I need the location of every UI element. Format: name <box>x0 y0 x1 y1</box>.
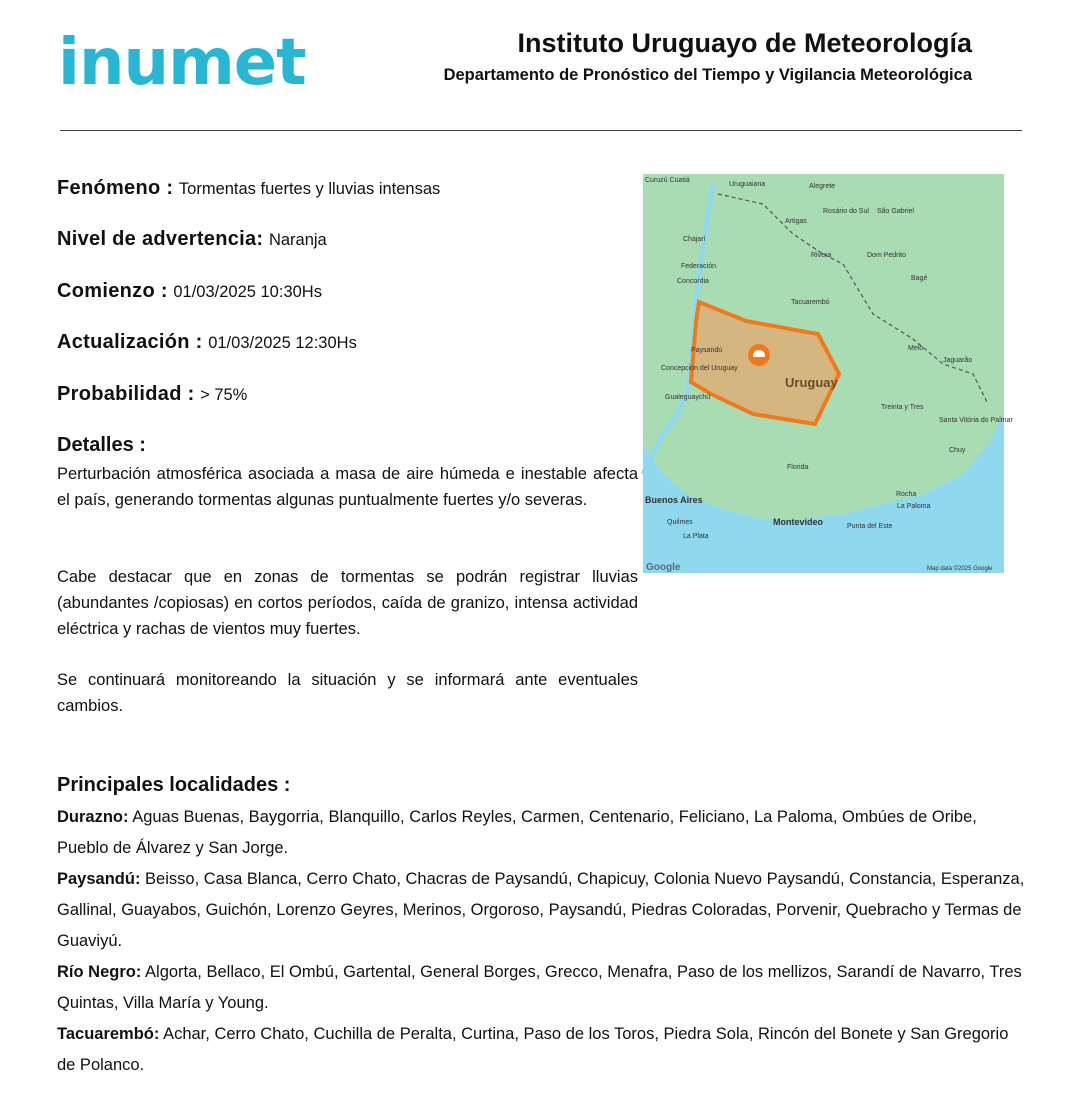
map-label-dom-pedrito: Dom Pedrito <box>867 252 906 259</box>
map-label-quilmes: Quilmes <box>667 519 693 526</box>
details-paragraph-1: Perturbación atmosférica asociada a masa de aire húmeda e inestable afecta el país, generando tormentas algunas puntualmente fuertes y/o severas. <box>57 465 638 509</box>
map-attribution: Map data ©2025 Google <box>927 566 993 572</box>
map-label-la-paloma: La Paloma <box>897 503 931 510</box>
map-label-treinta: Treinta y Tres <box>881 404 924 411</box>
probabilidad-label: Probabilidad : <box>57 383 195 405</box>
dept-name: Tacuarembó: <box>57 1025 160 1043</box>
map-label-florida: Florida <box>787 464 809 471</box>
comienzo-value: 01/03/2025 10:30Hs <box>173 283 322 301</box>
map-label-jaguarao: Jaguarão <box>943 357 973 364</box>
warning-map <box>643 174 1013 573</box>
dept-localities: Beisso, Casa Blanca, Cerro Chato, Chacras de Paysandú, Chapicuy, Colonia Nuevo Paysandú, Constancia, Esperanza, Gallinal, Guayabos, Guichón, Lorenzo Geyres, Merinos, Orgoroso, Paysandú, Piedras Coloradas, Porvenir, Quebracho y Termas de Guaviyú. <box>57 870 1025 950</box>
details-paragraph-3: Se continuará monitoreando la situación y se informará ante eventuales cambios. <box>57 671 638 715</box>
field-comienzo <box>57 280 322 303</box>
map-label-tacuarembo: Tacuarembó <box>791 299 830 306</box>
map-label-rocha: Rocha <box>896 491 917 498</box>
map-label-rivera: Rivera <box>811 252 832 259</box>
dept-name: Río Negro: <box>57 963 142 981</box>
nivel-label: Nivel de advertencia: <box>57 228 264 250</box>
localities-item-rio-negro <box>57 957 1029 1019</box>
probabilidad-value: > 75% <box>200 386 248 404</box>
map-label-federacion: Federación <box>681 263 717 270</box>
map-label-alegrete: Alegrete <box>809 183 836 190</box>
header-divider <box>60 130 1022 131</box>
map-label-la-plata: La Plata <box>683 533 709 540</box>
field-fenomeno <box>57 177 440 200</box>
dept-localities: Algorta, Bellaco, El Ombú, Gartental, General Borges, Grecco, Menafra, Paso de los mellizos, Sarandí de Navarro, Tres Quintas, Villa María y Young. <box>57 963 1022 1012</box>
map-label-chajari: Chajarí <box>683 236 706 243</box>
map-label-santa-vitoria: Santa Vitória do Palmar <box>939 417 1013 424</box>
map-label-curuzu: Curuzú Cuatiá <box>645 177 690 184</box>
map-label-sao-gabriel: São Gabriel <box>877 208 914 215</box>
map-label-chuy: Chuy <box>949 447 966 454</box>
details-title: Detalles : <box>57 434 146 456</box>
header-title: Instituto Uruguayo de Meteorología <box>517 28 972 58</box>
map-label-melo: Melo <box>908 345 924 352</box>
map-label-concordia: Concordia <box>677 278 709 285</box>
map-label-buenos-aires: Buenos Aires <box>645 495 703 505</box>
nivel-value: Naranja <box>268 231 327 249</box>
fenomeno-value: Tormentas fuertes y lluvias intensas <box>178 180 441 198</box>
map-label-paysandu: Paysandú <box>691 347 723 354</box>
fenomeno-label: Fenómeno : <box>57 177 174 199</box>
comienzo-label: Comienzo : <box>57 280 168 302</box>
map-label-uruguaiana: Uruguaiana <box>729 181 766 188</box>
map-label-montevideo: Montevideo <box>773 517 824 527</box>
dept-localities: Achar, Cerro Chato, Cuchilla de Peralta, Curtina, Paso de los Toros, Piedra Sola, Rincón del Bonete y San Gregorio de Polanco. <box>57 1025 1009 1074</box>
dept-localities: Aguas Buenas, Baygorria, Blanquillo, Carlos Reyles, Carmen, Centenario, Feliciano, La Paloma, Ombúes de Oribe, Pueblo de Álvarez y San Jorge. <box>57 808 977 857</box>
localities-item-durazno <box>57 802 1029 864</box>
map-label-concepcion: Concepción del Uruguay <box>661 365 738 372</box>
field-actualizacion <box>57 331 357 354</box>
map-label-rosario: Rosário do Sul <box>823 208 869 215</box>
field-nivel <box>57 228 327 251</box>
dept-name: Durazno: <box>57 808 129 826</box>
actualizacion-value: 01/03/2025 12:30Hs <box>208 334 357 352</box>
localities-item-tacuarembo <box>57 1019 1029 1081</box>
actualizacion-label: Actualización : <box>57 331 203 353</box>
map-label-gualeguaychu: Gualeguaychú <box>665 394 711 401</box>
dept-name: Paysandú: <box>57 870 141 888</box>
map-label-artigas: Artigas <box>785 218 807 225</box>
google-logo: Google <box>646 562 681 573</box>
map-label-punta: Punta del Este <box>847 523 893 530</box>
details-paragraph-2: Cabe destacar que en zonas de tormentas se podrán registrar lluvias (abundantes /copiosas) en cortos períodos, caída de granizo, intensa actividad eléctrica y rachas de vientos muy fuertes. <box>57 568 638 638</box>
header-subtitle: Departamento de Pronóstico del Tiempo y Vigilancia Meteorológica <box>443 66 972 84</box>
inumet-logo: inumet <box>58 26 306 100</box>
map-label-uruguay: Uruguay <box>785 375 838 390</box>
localities-title: Principales localidades : <box>57 774 291 796</box>
field-probabilidad <box>57 383 247 406</box>
localities-item-paysandu <box>57 864 1029 957</box>
localities-list <box>57 802 1029 1081</box>
map-label-bage: Bagé <box>911 275 928 282</box>
